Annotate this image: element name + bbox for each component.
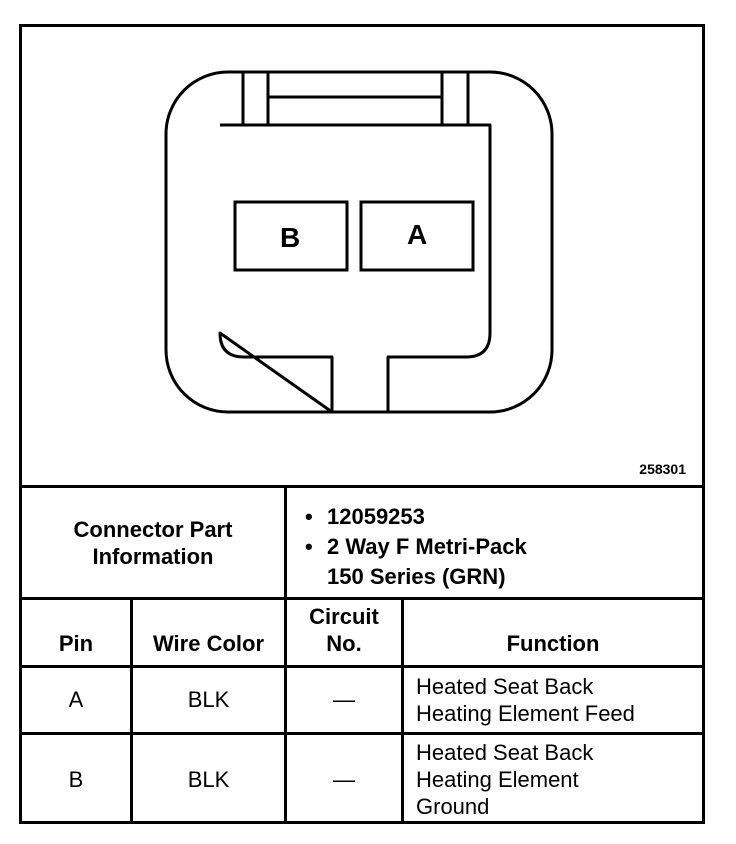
connector-description-line-1: 2 Way F Metri-Pack xyxy=(327,534,527,559)
row-a-pin xyxy=(22,668,130,732)
row-a-pin-value: A xyxy=(68,687,84,712)
part-number-value: 12059253 xyxy=(327,504,425,529)
connector-part-info-values xyxy=(287,488,702,597)
row-b-function-line-3: Ground xyxy=(416,794,490,819)
connector-part-info-header xyxy=(22,488,284,597)
cavity-label-a: A xyxy=(407,219,428,250)
part-info-header-line-2: Information xyxy=(92,543,214,569)
header-circuit-no xyxy=(287,600,401,665)
row-a-wire-color-value: BLK xyxy=(187,687,230,712)
part-number xyxy=(305,502,702,532)
header-pin xyxy=(22,600,130,665)
row-b-function xyxy=(404,735,702,824)
row-b-function-line-1: Heated Seat Back xyxy=(416,740,594,765)
connector-outer-shell xyxy=(166,72,552,412)
row-b-pin-value: B xyxy=(68,766,84,792)
header-function-label: Function xyxy=(506,631,600,656)
row-a-function-line-2: Heating Element Feed xyxy=(416,701,635,726)
connector-description xyxy=(305,532,702,562)
header-wire-color-label: Wire Color xyxy=(152,631,265,656)
header-function xyxy=(404,600,702,665)
row-a-wire-color xyxy=(133,668,284,732)
row-a-circuit xyxy=(287,668,401,732)
header-circuit-line-1: Circuit xyxy=(309,604,379,629)
connector-outline-drawing xyxy=(22,27,702,485)
header-wire-color xyxy=(133,600,284,665)
bullet-icon: • xyxy=(305,504,313,529)
connector-diagram xyxy=(22,27,702,485)
row-a-circuit-value: — xyxy=(333,687,355,712)
part-info-header-line-1: Connector Part xyxy=(73,516,233,542)
row-a-function-line-1: Heated Seat Back xyxy=(416,674,594,699)
figure-id: 258301 xyxy=(639,461,686,477)
row-b-circuit-value: — xyxy=(333,766,355,792)
connector-series xyxy=(327,562,702,592)
cavity-label-b: B xyxy=(280,222,301,253)
row-b-function-line-2: Heating Element xyxy=(416,767,579,792)
connector-end-view-frame xyxy=(19,24,705,824)
row-a-function xyxy=(404,668,702,732)
bullet-icon: • xyxy=(305,534,313,559)
row-b-wire-color-value: BLK xyxy=(187,766,230,792)
row-b-wire-color xyxy=(133,735,284,824)
row-b-pin xyxy=(22,735,130,824)
header-pin-label: Pin xyxy=(58,631,94,656)
row-b-circuit xyxy=(287,735,401,824)
connector-description-line-2: 150 Series (GRN) xyxy=(327,564,506,589)
header-circuit-line-2: No. xyxy=(326,631,362,656)
